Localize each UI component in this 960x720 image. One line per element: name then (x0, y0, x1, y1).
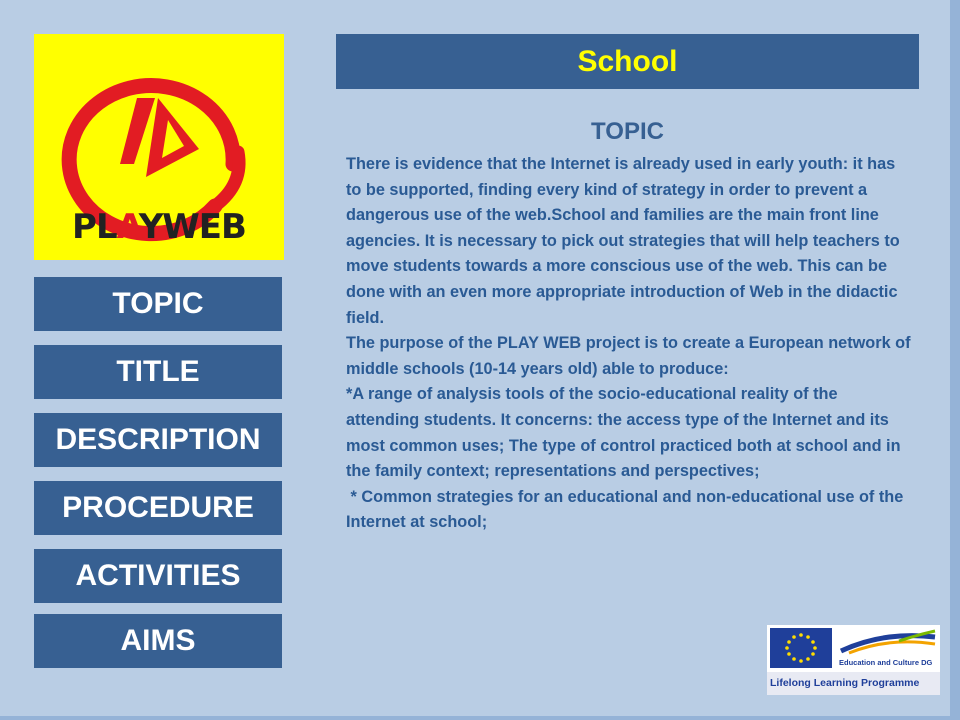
content-paragraph: There is evidence that the Internet is already used in early youth: it has to be supported, finding every kind of strategy in order to prevent a dangerous use of the web.School and families are the main front line agencies. It is necessary to pick out strategies that will help teachers to move students towards a more conscious use of the web. This can be done with an even more appropriate introduction of Web in the didactic field. (346, 155, 900, 327)
nav-topic-button[interactable]: TOPIC (34, 277, 282, 331)
content-paragraph: The purpose of the PLAY WEB project is to create a European network of middle schools (10-14 years old) able to produce: (346, 334, 911, 378)
logo-wordmark: PLAYWEB (72, 207, 246, 247)
eu-flag-icon (770, 628, 832, 668)
page-title: School (336, 34, 919, 89)
bottom-edge-band (0, 716, 960, 720)
eu-caption: Education and Culture DG (839, 658, 933, 667)
nav-title-button[interactable]: TITLE (34, 345, 282, 399)
eu-programme-badge (767, 625, 940, 695)
nav-description-button[interactable]: DESCRIPTION (34, 413, 282, 467)
playweb-logo (34, 34, 284, 260)
content-body (346, 152, 911, 536)
eu-program-label: Lifelong Learning Programme (767, 672, 940, 695)
content-paragraph: *A range of analysis tools of the socio-educational reality of the attending students. It concerns: the access type of the Internet and its most common uses; The type of control practiced both at school and in the family context; representations and perspectives; (346, 385, 901, 481)
content-heading: TOPIC (591, 118, 664, 145)
nav-activities-button[interactable]: ACTIVITIES (34, 549, 282, 603)
content-paragraph: * Common strategies for an educational and non-educational use of the Internet at school; (346, 487, 908, 532)
right-edge-band (950, 0, 960, 720)
nav-aims-button[interactable]: AIMS (34, 614, 282, 668)
swoosh-icon (839, 629, 937, 655)
nav-procedure-button[interactable]: PROCEDURE (34, 481, 282, 535)
